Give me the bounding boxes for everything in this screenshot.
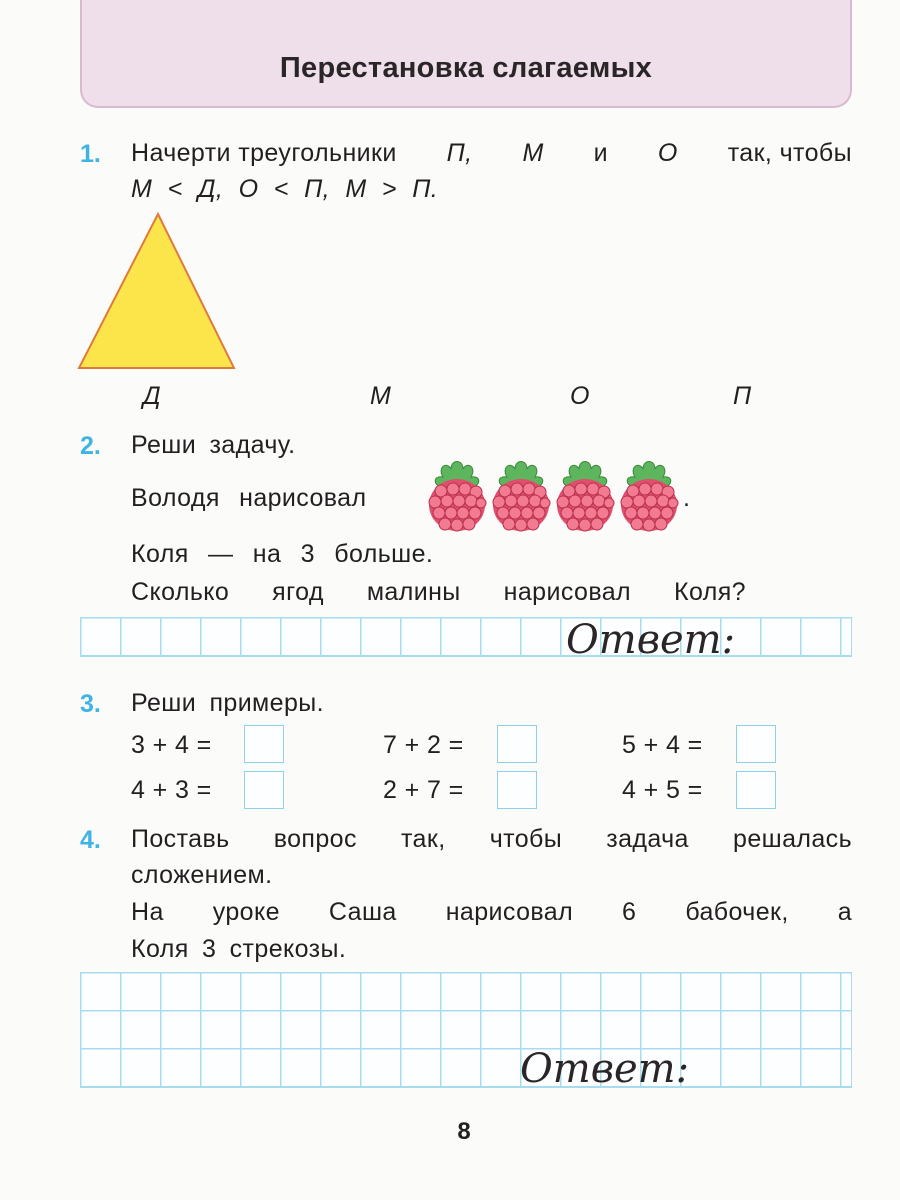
example-5: 2 + 7 = — [383, 776, 464, 804]
raspberry-icon — [557, 462, 614, 532]
task-1-text: Начерти треугольники — [131, 139, 397, 167]
raspberry-icon — [621, 462, 678, 532]
answer-box-5[interactable] — [497, 771, 537, 809]
task-3-title: Реши примеры. — [131, 689, 324, 717]
task-2-line-1: Володя нарисовал — [131, 484, 367, 512]
task-2-number: 2. — [80, 432, 101, 460]
label-d: Д — [143, 382, 162, 410]
label-o: О — [570, 382, 590, 410]
task-1-p: П, — [446, 139, 473, 167]
task-3-number: 3. — [80, 690, 101, 718]
task-4-line-1: Поставь вопрос так, чтобы задача решалась — [131, 825, 852, 853]
triangle-d — [76, 210, 240, 372]
label-m: М — [370, 382, 392, 410]
page-number: 8 — [457, 1118, 471, 1145]
task-2-answer-label: Ответ: — [566, 617, 736, 663]
task-2-question: Сколько ягод малины нарисовал Коля? — [131, 578, 746, 606]
task-4-answer-label: Ответ: — [520, 1046, 690, 1092]
task-4-answer-grid — [80, 972, 852, 1088]
example-6: 4 + 5 = — [622, 776, 703, 804]
answer-box-4[interactable] — [244, 771, 284, 809]
answer-box-1[interactable] — [244, 725, 284, 763]
task-1-o: О — [657, 139, 678, 167]
raspberries — [425, 455, 695, 535]
answer-box-2[interactable] — [497, 725, 537, 763]
task-2-answer-grid — [80, 617, 852, 657]
example-4: 4 + 3 = — [131, 776, 212, 804]
task-2-line-1-end: . — [683, 484, 691, 512]
task-4-line-3: На уроке Саша нарисовал 6 бабочек, а — [131, 898, 852, 926]
task-1-line-1 — [131, 139, 852, 168]
page-title: Перестановка слагаемых — [279, 52, 653, 84]
task-1-condition: М < Д, О < П, М > П. — [131, 175, 439, 203]
topic-header — [80, 0, 852, 108]
answer-box-3[interactable] — [736, 725, 776, 763]
task-4-line-4: Коля 3 стрекозы. — [131, 935, 347, 963]
task-1-m: М — [522, 139, 544, 167]
task-1-and: и — [593, 139, 608, 167]
task-4-number: 4. — [80, 826, 101, 854]
answer-box-6[interactable] — [736, 771, 776, 809]
triangle-d-shape — [79, 214, 234, 368]
task-2-title: Реши задачу. — [131, 431, 296, 459]
task-1-end: так, чтобы — [727, 139, 852, 167]
example-1: 3 + 4 = — [131, 731, 212, 759]
label-p: П — [733, 382, 752, 410]
example-2: 7 + 2 = — [383, 731, 464, 759]
task-1-number: 1. — [80, 140, 101, 168]
raspberry-icon — [429, 462, 486, 532]
raspberry-icon — [493, 462, 550, 532]
example-3: 5 + 4 = — [622, 731, 703, 759]
task-2-line-2: Коля — на 3 больше. — [131, 540, 434, 568]
task-4-line-2: сложением. — [131, 861, 273, 889]
